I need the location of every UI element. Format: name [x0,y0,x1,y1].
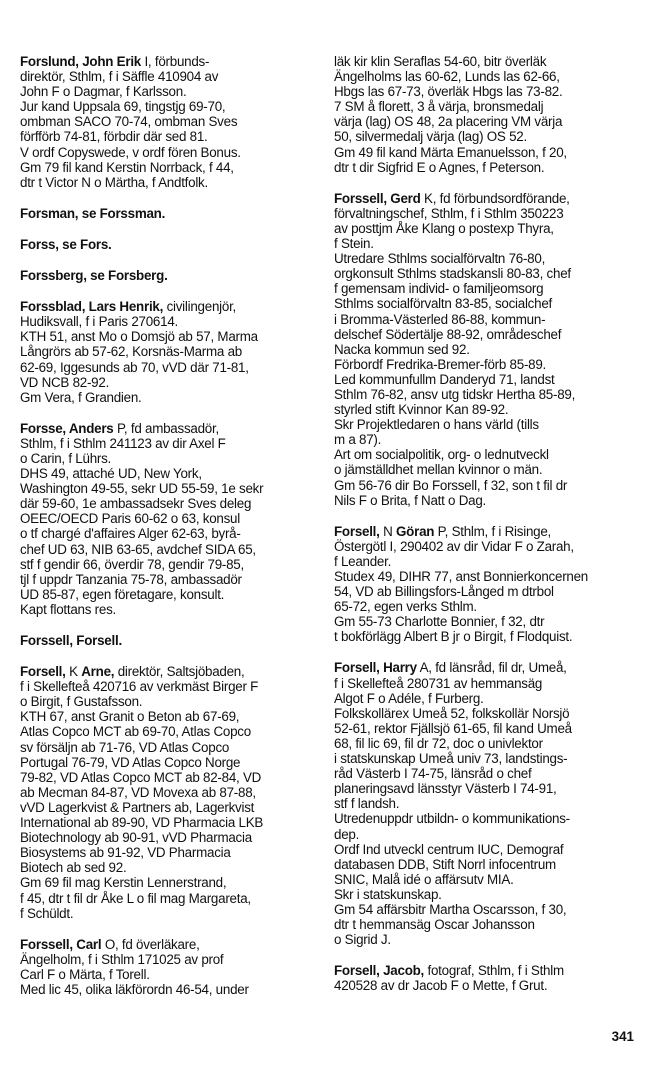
entry-forssell-gerd: Forssell, Gerd K, fd förbundsordförande, förvaltningschef, Sthlm, f i Sthlm 350223 av posttjm Åke Klang o postexp Thyra, f Stein. Utredare Sthlms socialförvaltn 76-80, orgkonsult Sthlms stadskansli 80-83, chef f gemensam individ- o familjeomsorg Sthlms socialförvaltn 83-85, socialchef i Bromma-Västerled 86-88, kommun- delschef Södertälje 88-92, områdeschef Nacka kommun sed 92. Förbordf Fredrika-Bremer-förb 85-89. Led kommunfullm Danderyd 71, landst Sthlm 76-82, ansv utg tidskr Hertha 85-89, styrled stift Kvinnor Kan 89-92. Skr Projektledaren o hans värld (tills m a 87). Art om socialpolitik, org- o lednutveckl o jämställdhet mellan kvinnor o män. Gm 56-76 dir Bo Forssell, f 32, son t fil dr Nils F o Brita, f Natt o Dag. [334,190,576,508]
entry-forssell-carl-continued: läk kir klin Seraflas 54-60, bitr överläk Ängelholms las 60-62, Lunds las 62-66, Hbgs las 67-73, överläk Hbgs las 73-82. 7 SM å florett, 3 å värja, bronsmedalj värja (lag) OS 48, 2a placering VM värja 50, silvermedalj värja (lag) OS 52. Gm 49 fil kand Märta Emanuelsson, f 20, dtr t dir Sigfrid E o Agnes, f Peterson. [334,54,567,175]
entry-name: Forssell, Forsell. [20,633,122,648]
entry-forssblad-lars-henrik: Forssblad, Lars Henrik, civilingenjör, Hudiksvall, f i Paris 270614. KTH 51, anst Mo o Domsjö ab 57, Marma Långrörs ab 57-62, Korsnäs-Marma ab 62-69, Iggesunds ab 70, vVD där 71-81, VD NCB 82-92. Gm Vera, f Grandien. [20,299,258,405]
entry-name: Forsman, [20,205,79,221]
left-column [20,54,312,1013]
entry-forssberg-reference: Forssberg, se Forsberg. [20,268,168,284]
entry-forss-reference: Forss, se Fors. [20,236,112,252]
entry-forslund-john-erik: Forslund, John Erik I, förbunds- direktör, Sthlm, f i Säffle 410904 av John F o Dagmar, f Karlsson. Jur kand Uppsala 69, tingstjg 69-70, ombman SACO 70-74, ombman Sves förfförb 74-81, förbdir där sed 81. V ordf Copyswede, v ordf fören Bonus. Gm 79 fil kand Kerstin Norrback, f 44, dtr t Victor N o Märtha, f Andtfolk. [20,54,241,190]
entry-name: Forsse, Anders [20,420,114,436]
entry-name: Forssberg, [20,268,87,284]
entry-forssell-carl: Forssell, Carl O, fd överläkare, Ängelholm, f i Sthlm 171025 av prof Carl F o Märta, f Torell. Med lic 45, olika läkförordn 46-54, under [20,936,249,997]
entry-forsman-reference: Forsman, se Forssman. [20,205,166,221]
entry-name: Forsell, Jacob, [334,963,425,979]
right-column [334,54,626,1009]
entry-name: Forssell, Carl [20,936,102,952]
entry-name: Forsell, Harry [334,660,417,676]
page-number: 341 [611,1029,634,1044]
entry-name: Forsell, [334,523,380,539]
entry-forsse-anders: Forsse, Anders P, fd ambassadör, Sthlm, f i Sthlm 241123 av dir Axel F o Carin, f Lührs. DHS 49, attaché UD, New York, Washington 49-55, sekr UD 55-59, 1e sekr där 59-60, 1e ambassadsekr Sves deleg OEEC/OECD Paris 60-62 o 63, konsul o tf chargé d'affaires Alger 62-63, byrå- chef UD 63, NIB 63-65, avdchef SIDA 65, stf f gendir 66, överdir 78, gendir 79-85, tjl f uppdr Tanzania 75-78, ambassadör UD 85-87, egen företagare, konsult. Kapt flottans res. [20,420,264,617]
entry-forsell-arne: Forsell, K Arne, direktör, Saltsjöbaden, f i Skellefteå 420716 av verkmäst Birger F o Birgit, f Gustafsson. KTH 67, anst Granit o Beton ab 67-69, Atlas Copco MCT ab 69-70, Atlas Copco sv försäljn ab 71-76, VD Atlas Copco Portugal 76-79, VD Atlas Copco Norge 79-82, VD Atlas Copco MCT ab 82-84, VD ab Mecman 84-87, VD Movexa ab 87-88, vVD Lagerkvist & Partners ab, Lagerkvist International ab 89-90, VD Pharmacia LKB Biotechnology ab 90-91, vVD Pharmacia Biosystems ab 91-92, VD Pharmacia Biotech ab sed 92. Gm 69 fil mag Kerstin Lennerstrand, f 45, dtr t fil dr Åke L o fil mag Margareta, f Schüldt. [20,664,264,921]
entry-name: Forss, [20,236,59,252]
entry-forsell-harry: Forsell, Harry A, fd länsråd, fil dr, Umeå, f i Skellefteå 280731 av hemmansäg Algot F o Adéle, f Furberg. Folkskollärex Umeå 52, folkskollär Norsjö 52-61, rektor Fjällsjö 61-65, fil kand Umeå 68, fil lic 69, fil dr 72, doc o univlektor i statskunskap Umeå univ 73, landstings- råd Västerb I 74-75, länsråd o chef planeringsavd länsstyr Västerb I 74-91, stf f landsh. Utredenuppdr utbildn- o kommunikations- dep. Ordf Ind utveckl centrum IUC, Demograf databasen DDB, Stift Norrl infocentrum SNIC, Malå idé o affärsutv MIA. Skr i statskunskap. Gm 54 affärsbitr Martha Oscarsson, f 30, dtr t hemmansäg Oscar Johansson o Sigrid J. [334,660,572,948]
entry-forssell-forsell-heading [20,633,312,648]
entry-name: Forssblad, Lars Henrik, [20,299,164,315]
entry-name: Forssell, Gerd [334,190,421,206]
entry-forsell-goran: Forsell, N Göran P, Sthlm, f i Risinge, Östergötl I, 290402 av dir Vidar F o Zarah, f Leander. Studex 49, DIHR 77, anst Bonnierkoncernen 54, VD ab Billingsfors-Långed m dtrbol 65-72, egen verks Sthlm. Gm 55-73 Charlotte Bonnier, f 32, dtr t bokförlägg Albert B jr o Birgit, f Flodquist. [334,523,588,645]
entry-name: Forslund, John Erik [20,54,141,69]
entry-forsell-jacob: Forsell, Jacob, fotograf, Sthlm, f i Sthlm 420528 av dr Jacob F o Mette, f Grut. [334,963,564,994]
entry-name: Forsell, [20,664,66,680]
